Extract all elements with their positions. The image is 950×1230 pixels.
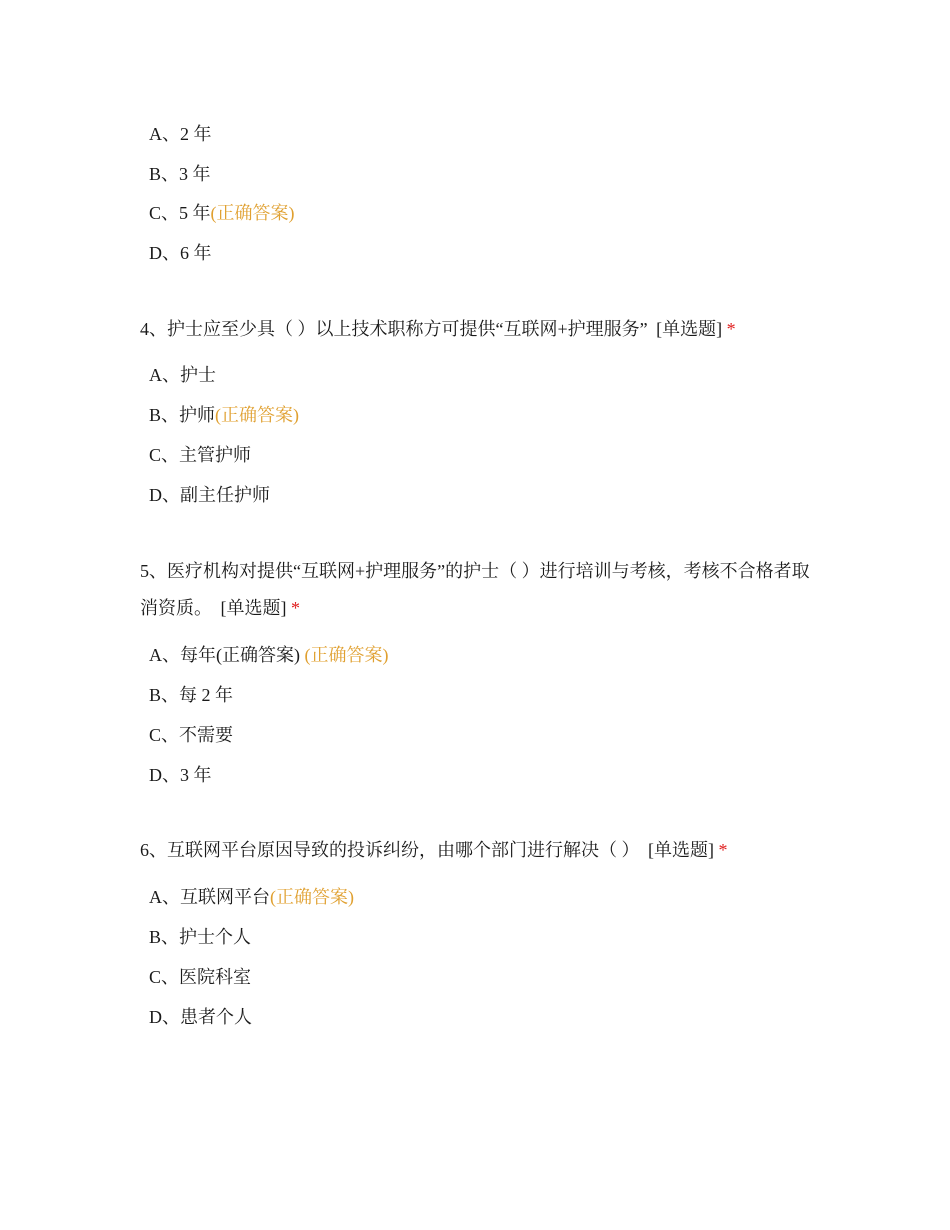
question-text: 5、医疗机构对提供“互联网+护理服务”的护士（ ）进行培训与考核，考核不合格者取消资质。: [140, 561, 810, 618]
q5-option-c: [149, 723, 233, 747]
q6-option-a: [149, 885, 354, 909]
q3-option-a: [149, 122, 212, 146]
option-text: A、互联网平台: [149, 887, 270, 907]
option-text: A、护士: [149, 365, 216, 385]
question-5: [140, 553, 820, 627]
q5-option-d: [149, 763, 212, 787]
q3-option-b: [149, 162, 211, 186]
question-type: [单选题]: [656, 319, 723, 339]
question-6: [140, 832, 820, 869]
option-text: D、3 年: [149, 765, 212, 785]
q6-option-c: [149, 965, 251, 989]
q5-option-a: [149, 643, 389, 667]
option-text: B、护师: [149, 405, 216, 425]
option-text: C、主管护师: [149, 445, 252, 465]
question-type: [单选题]: [648, 840, 714, 860]
option-text: A、每年(正确答案): [149, 645, 300, 665]
required-mark: *: [718, 840, 728, 860]
option-text: B、3 年: [149, 164, 211, 184]
q5-option-b: [149, 683, 233, 707]
question-type: [单选题]: [220, 598, 287, 618]
q4-option-b: [149, 403, 299, 427]
option-text: C、不需要: [149, 725, 234, 745]
question-text: 6、互联网平台原因导致的投诉纠纷，由哪个部门进行解决（ ）: [140, 840, 640, 860]
correct-answer-mark: (正确答案): [270, 887, 354, 907]
q3-option-c: [149, 201, 295, 225]
correct-answer-mark: (正确答案): [210, 203, 295, 223]
option-text: C、5 年: [149, 203, 211, 223]
question-4: [140, 311, 820, 348]
option-text: B、每 2 年: [149, 685, 234, 705]
option-text: A、2 年: [149, 124, 212, 144]
option-text: D、患者个人: [149, 1007, 252, 1027]
correct-answer-mark: (正确答案): [215, 405, 300, 425]
q4-option-a: [149, 363, 216, 387]
q4-option-c: [149, 443, 251, 467]
q6-option-d: [149, 1005, 252, 1029]
required-mark: *: [726, 319, 736, 339]
option-text: C、医院科室: [149, 967, 252, 987]
option-text: D、副主任护师: [149, 485, 270, 505]
option-text: D、6 年: [149, 243, 212, 263]
q3-option-d: [149, 241, 212, 265]
q6-option-b: [149, 925, 251, 949]
correct-answer-mark: (正确答案): [304, 645, 389, 665]
q4-option-d: [149, 483, 270, 507]
question-text: 4、护士应至少具（ ）以上技术职称方可提供“互联网+护理服务”: [140, 319, 648, 339]
option-text: B、护士个人: [149, 927, 252, 947]
required-mark: *: [291, 598, 300, 618]
